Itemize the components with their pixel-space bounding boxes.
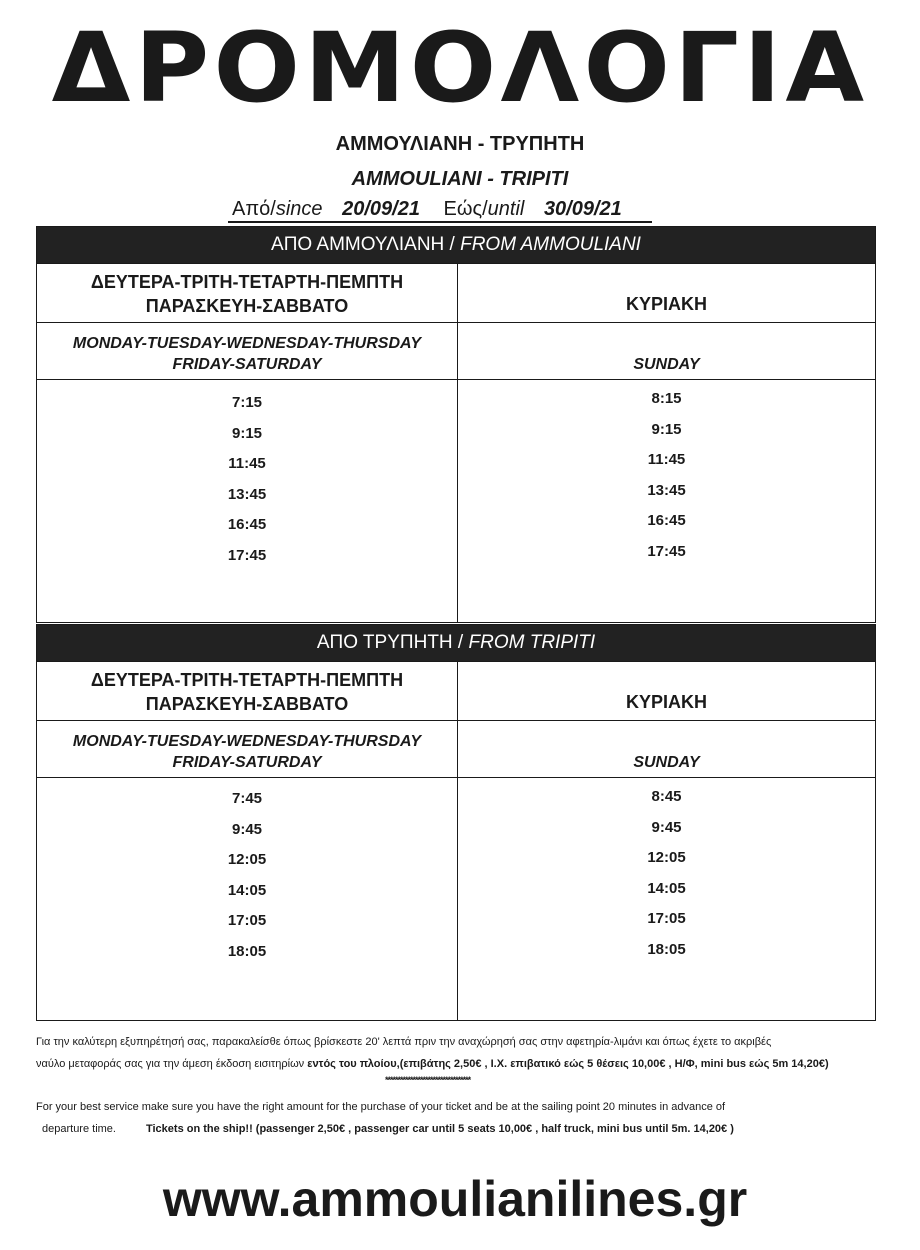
times-row bbox=[37, 777, 875, 1020]
sunday-times bbox=[458, 778, 875, 1020]
since-label-gr: Από/ bbox=[232, 198, 276, 220]
notice-en-line1: For your best service make sure you have the right amount for the purchase of your ticket and be at the sailing point 20 minutes in advance of bbox=[36, 1101, 726, 1113]
weekday-times bbox=[37, 778, 458, 1020]
until-date: 30/09/21 bbox=[543, 198, 622, 220]
weekday-en-line2: FRIDAY-SATURDAY bbox=[172, 356, 322, 373]
weekday-times bbox=[37, 380, 458, 622]
notice-english bbox=[36, 1096, 866, 1140]
time-entry: 18:05 bbox=[647, 940, 686, 958]
time-entry: 9:15 bbox=[651, 420, 682, 438]
time-entry: 8:45 bbox=[651, 788, 682, 805]
time-entry: 17:05 bbox=[227, 912, 267, 929]
time-entry: 9:45 bbox=[651, 818, 682, 836]
time-entry: 18:05 bbox=[227, 942, 267, 960]
time-entry: 9:45 bbox=[231, 820, 263, 838]
notice-en-line2b: Tickets on the ship!! (passenger 2,50€ , passenger car until 5 seats 10,00€ , half truck, mini bus until 5m. 14,20€ ) bbox=[145, 1123, 734, 1135]
english-days-row bbox=[37, 322, 875, 379]
sunday-times bbox=[458, 380, 875, 622]
time-entry: 13:45 bbox=[647, 481, 686, 499]
route-english: AMMOULIANI - TRIPITI bbox=[351, 168, 569, 190]
notice-gr-line2a: ναύλο μεταφοράς σας για την άμεση έκδοση εισιτηρίων bbox=[36, 1058, 308, 1070]
until-label-en: until bbox=[487, 198, 525, 220]
sunday-en: SUNDAY bbox=[633, 356, 700, 373]
until-label-gr: Εώς/ bbox=[443, 198, 488, 220]
weekday-en-line2: FRIDAY-SATURDAY bbox=[172, 754, 322, 771]
notice-gr-line2b: εντός του πλοίου,(επιβάτης 2,50€ , Ι.Χ. επιβατικό εώς 5 θέσεις 10,00€ , Η/Φ, mini bus εώς 5m 14,20€) bbox=[307, 1058, 829, 1070]
time-entry: 14:05 bbox=[227, 881, 267, 899]
time-entry: 9:15 bbox=[231, 424, 263, 442]
time-entry: 12:05 bbox=[647, 849, 686, 866]
section-heading-gr: ΑΠΟ ΑΜΜΟΥΛΙΑΝΗ / bbox=[271, 234, 461, 255]
time-entry: 12:05 bbox=[227, 851, 267, 868]
weekday-gr-line1: ΔΕΥΤΕΡΑ-ΤΡΙΤΗ-ΤΕΤΑΡΤΗ-ΠΕΜΠΤΗ bbox=[90, 272, 404, 292]
section-heading-gr: ΑΠΟ ΤΡΥΠΗΤΗ / bbox=[316, 632, 469, 653]
schedule-from-tripiti bbox=[36, 624, 876, 1021]
notice-en-line2a: departure time. bbox=[42, 1123, 116, 1135]
weekday-gr-line2: ΠΑΡΑΣΚΕΥΗ-ΣΑΒΒΑΤΟ bbox=[145, 296, 349, 316]
time-entry: 11:45 bbox=[647, 451, 686, 468]
time-entry: 7:45 bbox=[231, 790, 263, 807]
validity-dates bbox=[228, 198, 652, 223]
time-entry: 8:15 bbox=[651, 390, 682, 407]
notice-gr-line1: Για την καλύτερη εξυπηρέτησή σας, παρακαλείσθε όπως βρίσκεστε 20' λεπτά πριν την αναχώρησή σας στην αφετηρία-λιμάνι και όπως έχετε το ακριβές bbox=[36, 1036, 772, 1048]
sunday-gr: ΚΥΡΙΑΚΗ bbox=[625, 692, 707, 712]
sunday-en: SUNDAY bbox=[633, 754, 700, 771]
section-heading-en: FROM TRIPITI bbox=[468, 632, 596, 653]
section-heading bbox=[37, 625, 875, 661]
weekday-gr-line2: ΠΑΡΑΣΚΕΥΗ-ΣΑΒΒΑΤΟ bbox=[145, 694, 349, 714]
time-entry: 13:45 bbox=[227, 485, 267, 503]
english-days-row bbox=[37, 720, 875, 777]
time-entry: 7:15 bbox=[231, 394, 263, 411]
section-heading bbox=[37, 227, 875, 263]
route-greek: ΑΜΜΟΥΛΙΑΝΗ - ΤΡΥΠΗΤΗ bbox=[335, 133, 585, 155]
sunday-gr: ΚΥΡΙΑΚΗ bbox=[625, 294, 707, 314]
time-entry: 14:05 bbox=[647, 879, 686, 897]
schedule-from-ammouliani bbox=[36, 226, 876, 623]
times-row bbox=[37, 379, 875, 622]
weekday-en-line1: MONDAY-TUESDAY-WEDNESDAY-THURSDAY bbox=[72, 335, 422, 352]
time-entry: 11:45 bbox=[228, 455, 266, 472]
section-heading-en: FROM AMMOULIANI bbox=[460, 234, 641, 255]
since-date: 20/09/21 bbox=[342, 198, 420, 220]
greek-days-row bbox=[37, 263, 875, 322]
since-label-en: since bbox=[275, 198, 323, 220]
time-entry: 17:05 bbox=[647, 910, 686, 927]
time-entry: 17:45 bbox=[647, 542, 686, 560]
greek-days-row bbox=[37, 661, 875, 720]
separator-stars: ********************************** bbox=[385, 1075, 471, 1085]
notice-greek bbox=[36, 1031, 866, 1075]
weekday-en-line1: MONDAY-TUESDAY-WEDNESDAY-THURSDAY bbox=[72, 733, 422, 750]
page-title: ΔΡΟΜΟΛΟΓΙΑ bbox=[51, 12, 869, 124]
time-entry: 16:45 bbox=[227, 516, 267, 533]
website-url[interactable]: www.ammoulianilines.gr bbox=[162, 1171, 748, 1227]
weekday-gr-line1: ΔΕΥΤΕΡΑ-ΤΡΙΤΗ-ΤΕΤΑΡΤΗ-ΠΕΜΠΤΗ bbox=[90, 670, 404, 690]
time-entry: 16:45 bbox=[647, 512, 686, 529]
time-entry: 17:45 bbox=[227, 546, 267, 564]
